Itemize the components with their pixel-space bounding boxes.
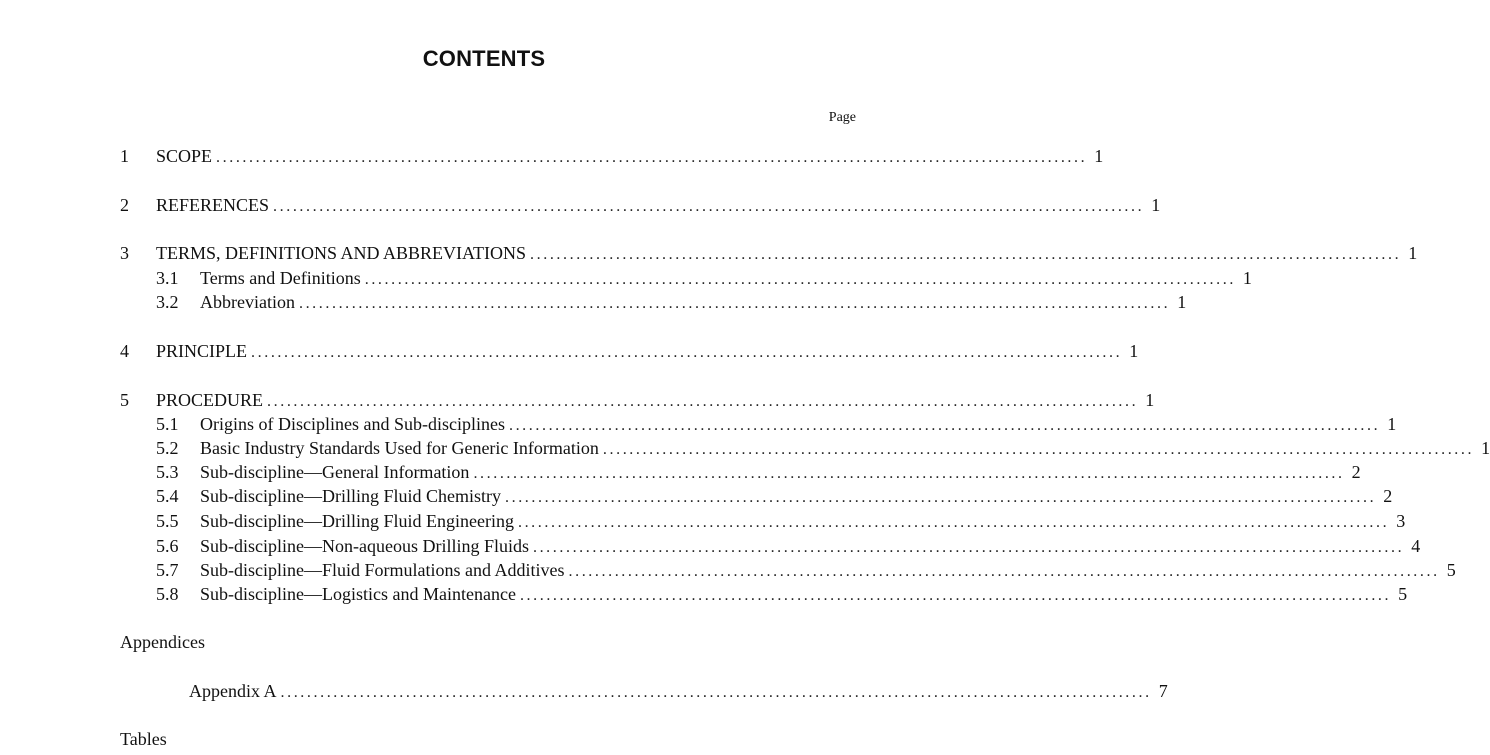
toc-label: PRINCIPLE xyxy=(156,341,248,361)
toc-number: 5.2 xyxy=(156,438,179,458)
toc-number: 3.2 xyxy=(156,292,179,312)
dot-leader: .................................................................................................................................... xyxy=(517,514,1390,531)
toc-label: Sub-discipline—Non-aqueous Drilling Fluids xyxy=(200,536,529,556)
toc-label: Terms and Definitions xyxy=(200,268,361,288)
toc-number: 4 xyxy=(120,341,129,361)
toc-entry[interactable] xyxy=(120,389,1155,411)
toc-entry[interactable] xyxy=(156,485,1393,507)
toc-entry[interactable] xyxy=(120,194,1161,216)
toc-page-number: 1 xyxy=(1145,390,1155,410)
dot-leader: .................................................................................................................................... xyxy=(505,489,1377,506)
dot-leader: .................................................................................................................................... xyxy=(519,587,1392,604)
dot-leader: .................................................................................................................................... xyxy=(532,539,1405,556)
toc-entry-appendix[interactable] xyxy=(189,680,1168,702)
toc-page-number: 1 xyxy=(1481,438,1490,458)
dot-leader: .................................................................................................................................... xyxy=(530,246,1402,263)
toc-number: 3 xyxy=(120,243,129,263)
toc-number: 5.8 xyxy=(156,584,179,604)
dot-leader: .................................................................................................................................... xyxy=(508,417,1381,434)
dot-leader: .................................................................................................................................... xyxy=(280,684,1152,701)
dot-leader: .................................................................................................................................... xyxy=(273,198,1145,215)
toc-page-number: 1 xyxy=(1129,341,1139,361)
toc-entry[interactable] xyxy=(156,437,1490,459)
toc-entry[interactable] xyxy=(120,340,1139,362)
dot-leader: .................................................................................................................................... xyxy=(216,149,1088,166)
toc-page-number: 1 xyxy=(1408,243,1418,263)
dot-leader: .................................................................................................................................... xyxy=(251,344,1123,361)
toc-entry[interactable] xyxy=(156,461,1361,483)
toc-entry[interactable] xyxy=(156,535,1421,557)
page-column-header: Page xyxy=(828,110,856,125)
toc-number: 1 xyxy=(120,146,129,166)
toc-entry[interactable] xyxy=(156,267,1252,289)
toc-number: 5 xyxy=(120,390,129,410)
toc-label: PROCEDURE xyxy=(156,390,264,410)
toc-number: 5.5 xyxy=(156,511,179,531)
toc-number: 5.1 xyxy=(156,414,179,434)
toc-number: 2 xyxy=(120,195,129,215)
toc-page-number: 3 xyxy=(1396,511,1406,531)
toc-label: Sub-discipline—General Information xyxy=(200,462,470,482)
toc-label: Appendix A xyxy=(189,681,277,701)
toc-page-number: 1 xyxy=(1151,195,1161,215)
toc-page-number: 2 xyxy=(1383,486,1393,506)
toc-page-number: 5 xyxy=(1446,560,1456,580)
toc-page-number: 1 xyxy=(1177,292,1187,312)
toc-number: 5.6 xyxy=(156,536,179,556)
dot-leader: .................................................................................................................................... xyxy=(473,465,1345,482)
toc-label: Sub-discipline—Drilling Fluid Engineering xyxy=(200,511,514,531)
toc-page-number: 4 xyxy=(1411,536,1421,556)
toc-label: REFERENCES xyxy=(156,195,270,215)
tables-heading: Tables xyxy=(120,729,167,749)
toc-label: Sub-discipline—Drilling Fluid Chemistry xyxy=(200,486,501,506)
toc-entry[interactable] xyxy=(156,559,1456,581)
toc-number: 5.3 xyxy=(156,462,179,482)
toc-entry[interactable] xyxy=(156,583,1408,605)
toc-entry[interactable] xyxy=(120,145,1104,167)
toc-entry[interactable] xyxy=(156,291,1187,313)
appendices-heading: Appendices xyxy=(120,632,205,652)
toc-label: Sub-discipline—Logistics and Maintenance xyxy=(200,584,516,604)
dot-leader: .................................................................................................................................... xyxy=(364,271,1236,288)
toc-page-number: 1 xyxy=(1387,414,1397,434)
toc-label: Abbreviation xyxy=(200,292,295,312)
toc-page-number: 7 xyxy=(1158,681,1168,701)
toc-entry[interactable] xyxy=(156,413,1397,435)
toc-label: TERMS, DEFINITIONS AND ABBREVIATIONS xyxy=(156,243,527,263)
dot-leader: .................................................................................................................................... xyxy=(298,295,1171,312)
toc-label: SCOPE xyxy=(156,146,213,166)
toc-entry[interactable] xyxy=(120,242,1418,264)
toc-label: Origins of Disciplines and Sub-disciplines xyxy=(200,414,505,434)
toc-number: 5.7 xyxy=(156,560,179,580)
toc-label: Basic Industry Standards Used for Generic Information xyxy=(200,438,599,458)
dot-leader: .................................................................................................................................... xyxy=(602,441,1475,458)
toc-page-number: 1 xyxy=(1094,146,1104,166)
dot-leader: .................................................................................................................................... xyxy=(267,393,1139,410)
toc-page-number: 1 xyxy=(1242,268,1252,288)
toc-entry[interactable] xyxy=(156,510,1406,532)
toc-page-number: 5 xyxy=(1398,584,1408,604)
toc-number: 3.1 xyxy=(156,268,179,288)
dot-leader: .................................................................................................................................... xyxy=(568,563,1440,580)
toc-label: Sub-discipline—Fluid Formulations and Additives xyxy=(200,560,565,580)
toc-page-number: 2 xyxy=(1351,462,1361,482)
page-title: CONTENTS xyxy=(422,46,546,71)
toc-number: 5.4 xyxy=(156,486,179,506)
